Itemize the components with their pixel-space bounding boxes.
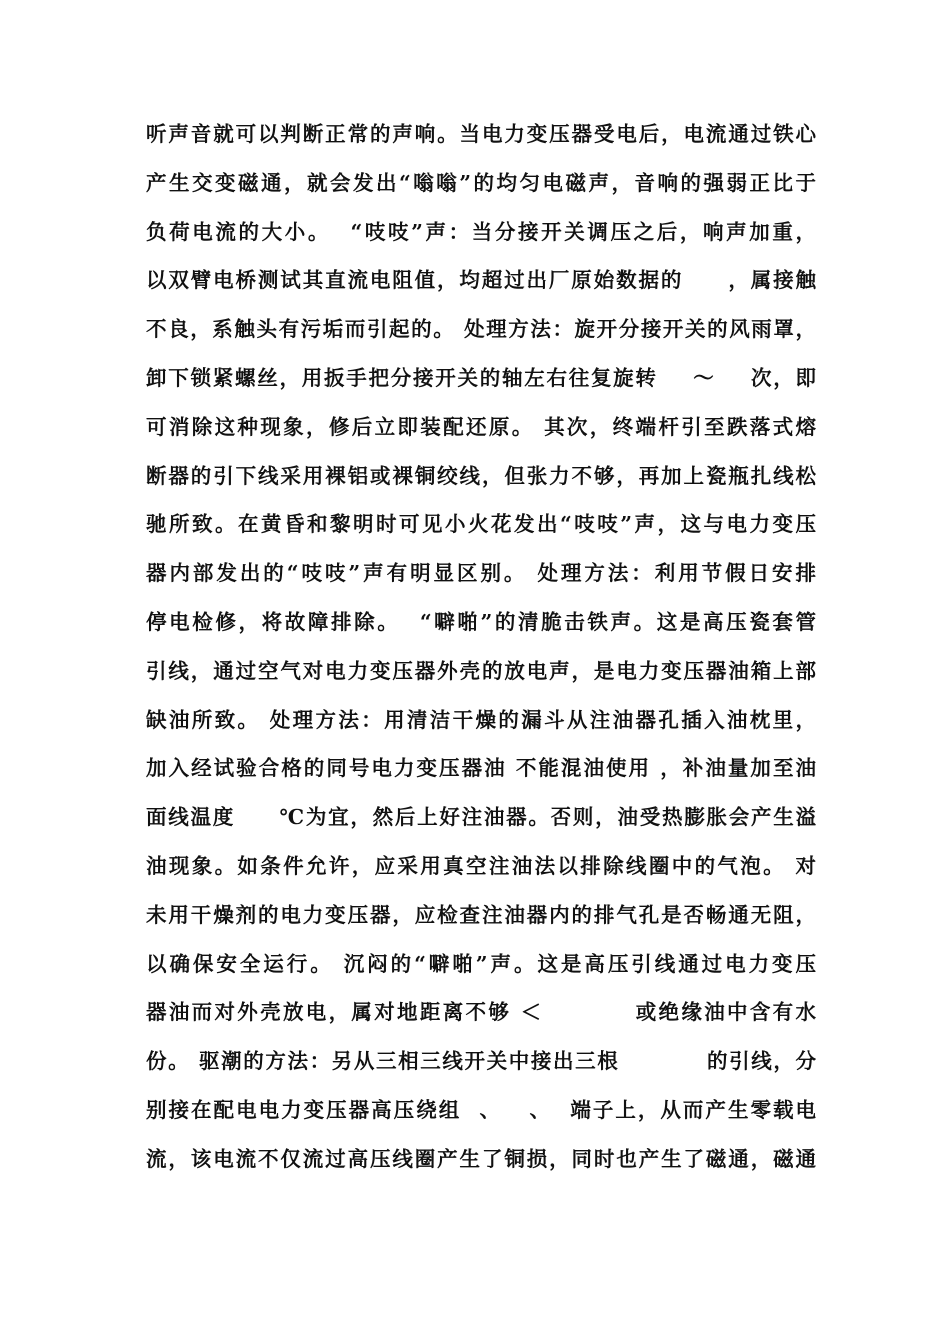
text-line-15: 面线温度 ℃为宜，然后上好注油器。否则，油受热膨胀会产生溢 (146, 805, 816, 830)
text-line-3: 负荷电流的大小。 “吱吱”声：当分接开关调压之后，响声加重， (146, 219, 816, 244)
text-line-20: 份。 驱潮的方法：另从三相三线开关中接出三根 的引线，分 (146, 1049, 816, 1074)
text-line-5: 不良，系触头有污垢而引起的。 处理方法：旋开分接开关的风雨罩， (146, 317, 816, 342)
text-line-17: 未用干燥剂的电力变压器，应检查注油器内的排气孔是否畅通无阻， (146, 902, 816, 927)
text-line-18: 以确保安全运行。 沉闷的“噼啪”声。这是高压引线通过电力变压 (146, 951, 816, 976)
text-line-14: 加入经试验合格的同号电力变压器油 不能混油使用 ，补油量加至油 (146, 756, 816, 781)
text-line-19: 器油而对外壳放电，属对地距离不够 ＜ 或绝缘油中含有水 (146, 1000, 816, 1025)
text-line-4: 以双臂电桥测试其直流电阻值，均超过出厂原始数据的 ，属接触 (146, 268, 816, 293)
text-line-1: 听声音就可以判断正常的声响。当电力变压器受电后，电流通过铁心 (146, 122, 816, 146)
text-line-9: 驰所致。在黄昏和黎明时可见小火花发出“吱吱”声，这与电力变压 (146, 512, 816, 537)
text-line-11: 停电检修，将故障排除。 “噼啪”的清脆击铁声。这是高压瓷套管 (146, 609, 816, 634)
text-line-6: 卸下锁紧螺丝，用扳手把分接开关的轴左右往复旋转 ～ 次，即 (146, 365, 816, 390)
text-line-22: 流，该电流不仅流过高压线圈产生了铜损，同时也产生了磁通，磁通 (146, 1146, 816, 1171)
text-line-12: 引线，通过空气对电力变压器外壳的放电声，是电力变压器油箱上部 (146, 658, 816, 683)
text-line-21: 别接在配电电力变压器高压绕组 、 、 端子上，从而产生零载电 (146, 1097, 816, 1122)
body-text (146, 110, 816, 1184)
text-line-13: 缺油所致。 处理方法：用清洁干燥的漏斗从注油器孔插入油枕里， (146, 707, 816, 732)
text-line-16: 油现象。如条件允许，应采用真空注油法以排除线圈中的气泡。 对 (146, 853, 816, 878)
text-line-7: 可消除这种现象，修后立即装配还原。 其次，终端杆引至跌落式熔 (146, 414, 816, 439)
text-line-2: 产生交变磁通，就会发出“嗡嗡”的均匀电磁声，音响的强弱正比于 (146, 170, 816, 195)
text-line-8: 断器的引下线采用裸铝或裸铜绞线，但张力不够，再加上瓷瓶扎线松 (146, 463, 816, 488)
text-line-10: 器内部发出的“吱吱”声有明显区别。 处理方法：利用节假日安排 (146, 561, 816, 586)
